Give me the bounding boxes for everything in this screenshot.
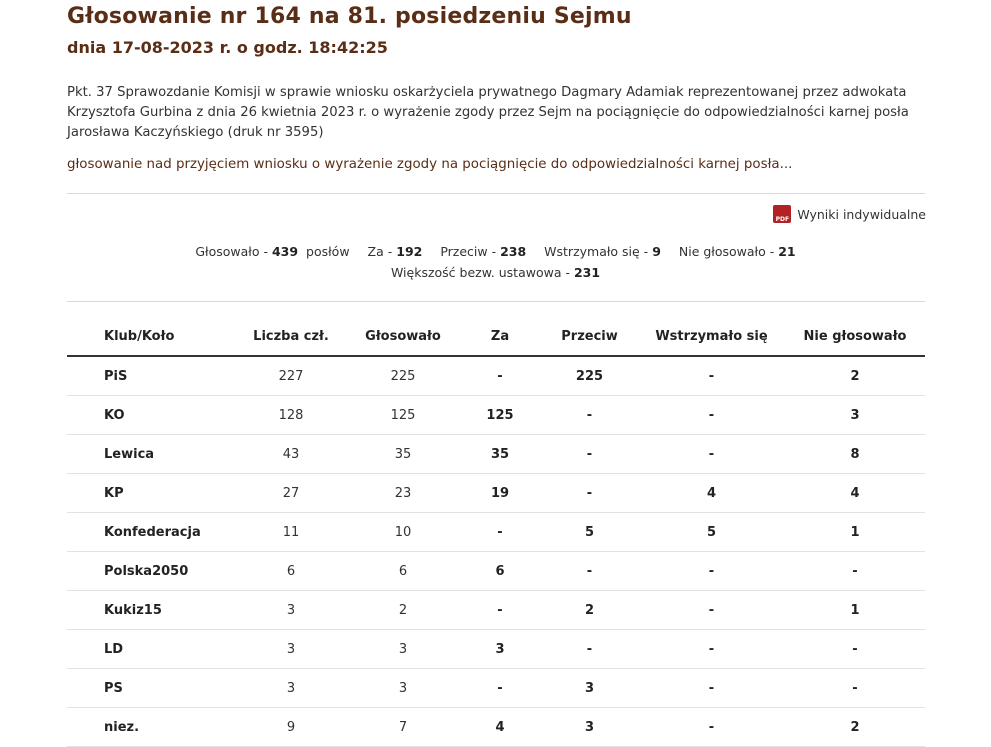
absent-count: 3 <box>785 396 925 435</box>
voted-count: 3 <box>347 669 459 708</box>
absent-count: 2 <box>785 708 925 747</box>
for-count: - <box>459 356 541 396</box>
member-count: 3 <box>235 591 347 630</box>
column-header: Liczba czł. <box>235 318 347 356</box>
abstain-count: - <box>638 591 785 630</box>
club-name: Kukiz15 <box>67 591 235 630</box>
absent-count: 1 <box>785 513 925 552</box>
abstain-count: - <box>638 669 785 708</box>
pdf-icon: PDF <box>773 205 791 223</box>
against-count: - <box>541 396 638 435</box>
for-count: 35 <box>459 435 541 474</box>
against-count: 225 <box>541 356 638 396</box>
abstain-count: - <box>638 708 785 747</box>
member-count: 43 <box>235 435 347 474</box>
vote-date: dnia 17-08-2023 r. o godz. 18:42:25 <box>67 38 388 57</box>
club-name: KP <box>67 474 235 513</box>
against-count: - <box>541 435 638 474</box>
table-row <box>67 396 925 435</box>
absent-count: 4 <box>785 474 925 513</box>
for-count: 19 <box>459 474 541 513</box>
page-title: Głosowanie nr 164 na 81. posiedzeniu Sejmu <box>67 4 632 29</box>
against-count: - <box>541 552 638 591</box>
for-count: 3 <box>459 630 541 669</box>
absent-count: 8 <box>785 435 925 474</box>
against-count: 3 <box>541 669 638 708</box>
abstain-count: - <box>638 630 785 669</box>
table-row <box>67 474 925 513</box>
table-row <box>67 630 925 669</box>
abstain-count: - <box>638 435 785 474</box>
member-count: 11 <box>235 513 347 552</box>
vote-summary: Głosowało - 439 posłów Za - 192 Przeciw - 238 Wstrzymało się - 9 Nie głosowało - 21 <box>195 244 796 259</box>
table-row <box>67 356 925 396</box>
absent-count: 2 <box>785 356 925 396</box>
results-table <box>67 318 925 747</box>
club-name: PiS <box>67 356 235 396</box>
summary-abstain: 9 <box>652 244 661 259</box>
summary-for: 192 <box>396 244 423 259</box>
voted-count: 23 <box>347 474 459 513</box>
club-name: LD <box>67 630 235 669</box>
club-name: KO <box>67 396 235 435</box>
abstain-count: 5 <box>638 513 785 552</box>
for-count: 125 <box>459 396 541 435</box>
abstain-count: 4 <box>638 474 785 513</box>
member-count: 3 <box>235 630 347 669</box>
summary-voted: 439 <box>271 244 299 259</box>
majority-summary: Większość bezw. ustawowa - 231 <box>390 265 601 280</box>
abstain-count: - <box>638 552 785 591</box>
for-count: 6 <box>459 552 541 591</box>
table-row <box>67 513 925 552</box>
summary-absent: 21 <box>778 244 796 259</box>
voted-count: 35 <box>347 435 459 474</box>
summary-against: 238 <box>500 244 527 259</box>
against-count: 2 <box>541 591 638 630</box>
member-count: 227 <box>235 356 347 396</box>
club-name: PS <box>67 669 235 708</box>
against-count: 3 <box>541 708 638 747</box>
table-header-row <box>67 318 925 356</box>
column-header: Nie głosowało <box>785 318 925 356</box>
club-name: Polska2050 <box>67 552 235 591</box>
absent-count: - <box>785 630 925 669</box>
member-count: 9 <box>235 708 347 747</box>
voted-count: 2 <box>347 591 459 630</box>
column-header: Wstrzymało się <box>638 318 785 356</box>
voted-count: 6 <box>347 552 459 591</box>
column-header: Klub/Koło <box>67 318 235 356</box>
for-count: - <box>459 669 541 708</box>
absent-count: 1 <box>785 591 925 630</box>
vote-topic: głosowanie nad przyjęciem wniosku o wyrażenie zgody na pociągnięcie do odpowiedzialności karnej posła... <box>67 157 793 172</box>
table-row <box>67 591 925 630</box>
member-count: 3 <box>235 669 347 708</box>
club-name: niez. <box>67 708 235 747</box>
table-row <box>67 708 925 747</box>
member-count: 128 <box>235 396 347 435</box>
club-name: Lewica <box>67 435 235 474</box>
voted-count: 3 <box>347 630 459 669</box>
absent-count: - <box>785 669 925 708</box>
member-count: 6 <box>235 552 347 591</box>
column-header: Za <box>459 318 541 356</box>
absent-count: - <box>785 552 925 591</box>
column-header: Głosowało <box>347 318 459 356</box>
agenda-description: Pkt. 37 Sprawozdanie Komisji w sprawie wniosku oskarżyciela prywatnego Dagmary Adamiak reprezentowanej przez adwokata Krzysztofa Gurbina z dnia 26 kwietnia 2023 r. o wyrażenie zgody przez Sejm na pociągnięcie do odpowiedzialności karnej posła Jarosława Kaczyńskiego (druk nr 3595) <box>67 85 909 140</box>
club-name: Konfederacja <box>67 513 235 552</box>
voted-count: 225 <box>347 356 459 396</box>
voted-count: 10 <box>347 513 459 552</box>
individual-results-link[interactable] <box>773 205 926 223</box>
table-row <box>67 435 925 474</box>
background-watermark <box>600 0 860 60</box>
against-count: 5 <box>541 513 638 552</box>
table-row <box>67 552 925 591</box>
voted-count: 125 <box>347 396 459 435</box>
divider <box>67 301 925 302</box>
voted-count: 7 <box>347 708 459 747</box>
summary-majority: 231 <box>573 265 601 280</box>
for-count: - <box>459 513 541 552</box>
divider <box>67 193 925 194</box>
individual-results-label: Wyniki indywidualne <box>797 206 926 222</box>
column-header: Przeciw <box>541 318 638 356</box>
abstain-count: - <box>638 396 785 435</box>
table-row <box>67 669 925 708</box>
for-count: - <box>459 591 541 630</box>
abstain-count: - <box>638 356 785 396</box>
against-count: - <box>541 474 638 513</box>
for-count: 4 <box>459 708 541 747</box>
against-count: - <box>541 630 638 669</box>
member-count: 27 <box>235 474 347 513</box>
